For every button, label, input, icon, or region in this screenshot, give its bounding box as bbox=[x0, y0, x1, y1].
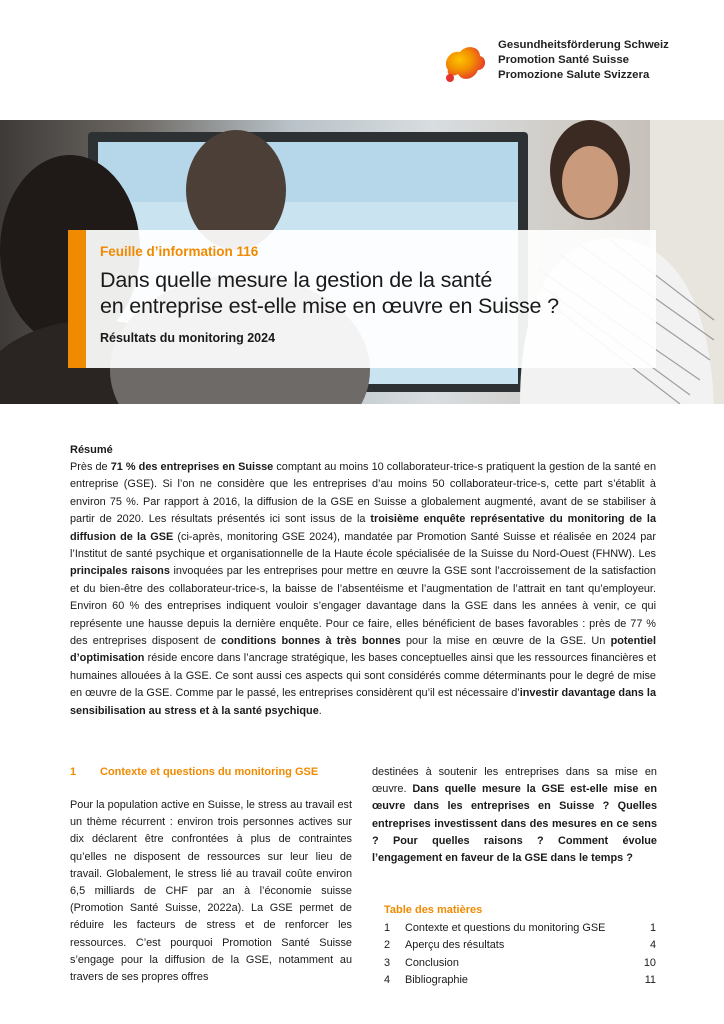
summary-heading: Résumé bbox=[70, 444, 113, 456]
toc-item-page: 1 bbox=[649, 922, 656, 934]
brand-logo bbox=[440, 38, 690, 88]
title-line-1: Dans quelle mesure la gestion de la santé bbox=[100, 268, 493, 292]
toc-title: Table des matières bbox=[384, 904, 483, 916]
toc-item-label: Contexte et questions du monitoring GSE bbox=[405, 922, 606, 934]
summary-text-2: comptant au moins 10 collaborateur-trice-s pratiquent la gestion de la santé en entreprise (GSE). Si l’on ne considère que les entreprises d’au moins 50 collaborateur-trice-s, cette part s’établit à environ 75 %. Par rapport à 2016, la diffusion de la GSE en Suisse a globalement augmenté, avant de se stabiliser à partir de 2020. Les résultats présentés ici sont issus de la bbox=[70, 461, 657, 526]
page-subtitle: Résultats du monitoring 2024 bbox=[100, 331, 276, 345]
page-title bbox=[100, 267, 656, 319]
table-of-contents bbox=[372, 902, 660, 990]
brand-line-it: Promozione Salute Svizzera bbox=[498, 69, 650, 81]
section-1-questions: Dans quelle mesure la GSE est-elle mise en œuvre dans les entreprises en Suisse ? Quelles entreprises investissent dans des mesures en ce sens ? Pour quelles raisons ? Comment évolue l’engagement en faveur de la GSE dans le temps ? bbox=[372, 783, 657, 865]
summary-bold-6: investir davantage dans la sensibilisation au stress et à la santé psychique bbox=[70, 687, 656, 717]
section-1-continued bbox=[372, 764, 657, 867]
summary-bold-5: potentiel d’optimisation bbox=[70, 635, 656, 665]
toc-item-label: Conclusion bbox=[405, 956, 459, 969]
toc-item[interactable] bbox=[372, 955, 660, 972]
section-1-left-column bbox=[70, 764, 352, 986]
section-1-heading bbox=[70, 764, 352, 781]
summary-bold-2: troisième enquête représentative du monitoring de la diffusion de la GSE bbox=[70, 513, 657, 543]
section-1-continued-text: destinées à soutenir les entreprises dans sa mise en œuvre. bbox=[372, 766, 657, 796]
summary-text-1: Près de bbox=[70, 461, 111, 473]
toc-item-label: Bibliographie bbox=[405, 974, 468, 987]
factsheet-number: Feuille d’information 116 bbox=[100, 244, 259, 259]
toc-item-number: 3 bbox=[384, 956, 391, 969]
toc-item-number: 2 bbox=[384, 939, 391, 952]
summary-text-5: pour la mise en œuvre de la GSE. Un bbox=[400, 635, 611, 648]
summary-text-7: . bbox=[318, 704, 322, 717]
toc-item[interactable] bbox=[372, 920, 660, 937]
summary-text-6: réside encore dans l’ancrage stratégique, les bases conceptuelles ainsi que les ressources financières et humaines allouées à la GSE. Ce sont aussi ces aspects qui sont considérés comme déterminants pour le degré de mise en œuvre de la GSE. Comme par le passé, les entreprises considèrent qu’il est nécessaire d’ bbox=[70, 652, 656, 700]
toc-item-number: 4 bbox=[384, 974, 391, 987]
summary-bold-4: conditions bonnes à très bonnes bbox=[221, 635, 401, 648]
summary-paragraph bbox=[70, 459, 656, 720]
section-1-right-column bbox=[372, 764, 657, 867]
section-1-paragraph: Pour la population active en Suisse, le stress au travail est un thème récurrent : environ trois personnes actives sur dix déclarent être confrontées à plus de contraintes qu’elles ne disposent de ressources sur leur lieu de travail. Globalement, le stress lié au travail coûte environ 6,5 milliards de CHF par an à l’économie suisse (Promotion Santé Suisse, 2022a). La GSE permet de réduire les facteurs de stress et de renforcer les ressources. C’est pourquoi Promotion Santé Suisse s’engage pour la diffusion de la GSE, notamment au travers de ses propres offres bbox=[70, 799, 352, 984]
logo-mark-icon bbox=[440, 40, 490, 84]
brand-line-fr: Promotion Santé Suisse bbox=[498, 54, 630, 66]
summary-bold-1: 71 % des entreprises en Suisse bbox=[110, 461, 274, 473]
toc-item[interactable] bbox=[372, 972, 660, 989]
title-line-2: en entreprise est-elle mise en œuvre en Suisse ? bbox=[100, 294, 559, 318]
summary-text-3: (ci-après, monitoring GSE 2024), mandatée par Promotion Santé Suisse et réalisée en 2024 par l’Institut de santé psychique et organisationnelle de la Haute école spécialisée de la Suisse du Nord-Ouest (FHNW). Les bbox=[70, 530, 656, 561]
summary-text-4: invoquées par les entreprises pour mettre en œuvre la GSE sont l’accroissement de la satisfaction et du bien-être des collaborateur-trice-s, la baisse de l’absentéisme et l’augmentation de l’attrait en tant qu’employeur. Environ 60 % des entreprises indiquent vouloir s’engager davantage dans la GSE dans les années à venir, ce qui représente une hausse depuis la dernière enquête. Pour ce faire, elles bénéficient de bases favorables : près de 77 % des entreprises disposent de bbox=[70, 565, 656, 648]
toc-item-page: 4 bbox=[649, 939, 656, 952]
summary-bold-3: principales raisons bbox=[70, 565, 170, 578]
toc-item-page: 11 bbox=[644, 974, 656, 987]
title-card bbox=[68, 230, 656, 368]
brand-line-de: Gesundheitsförderung Schweiz bbox=[498, 39, 669, 51]
toc-item[interactable] bbox=[372, 937, 660, 954]
section-1-number: 1 bbox=[70, 766, 77, 778]
toc-item-label: Aperçu des résultats bbox=[405, 939, 505, 952]
section-1-title: Contexte et questions du monitoring GSE bbox=[100, 766, 319, 778]
toc-item-number: 1 bbox=[384, 922, 391, 934]
toc-item-page: 10 bbox=[643, 956, 656, 969]
brand-name bbox=[498, 38, 669, 83]
summary-section bbox=[70, 442, 656, 720]
